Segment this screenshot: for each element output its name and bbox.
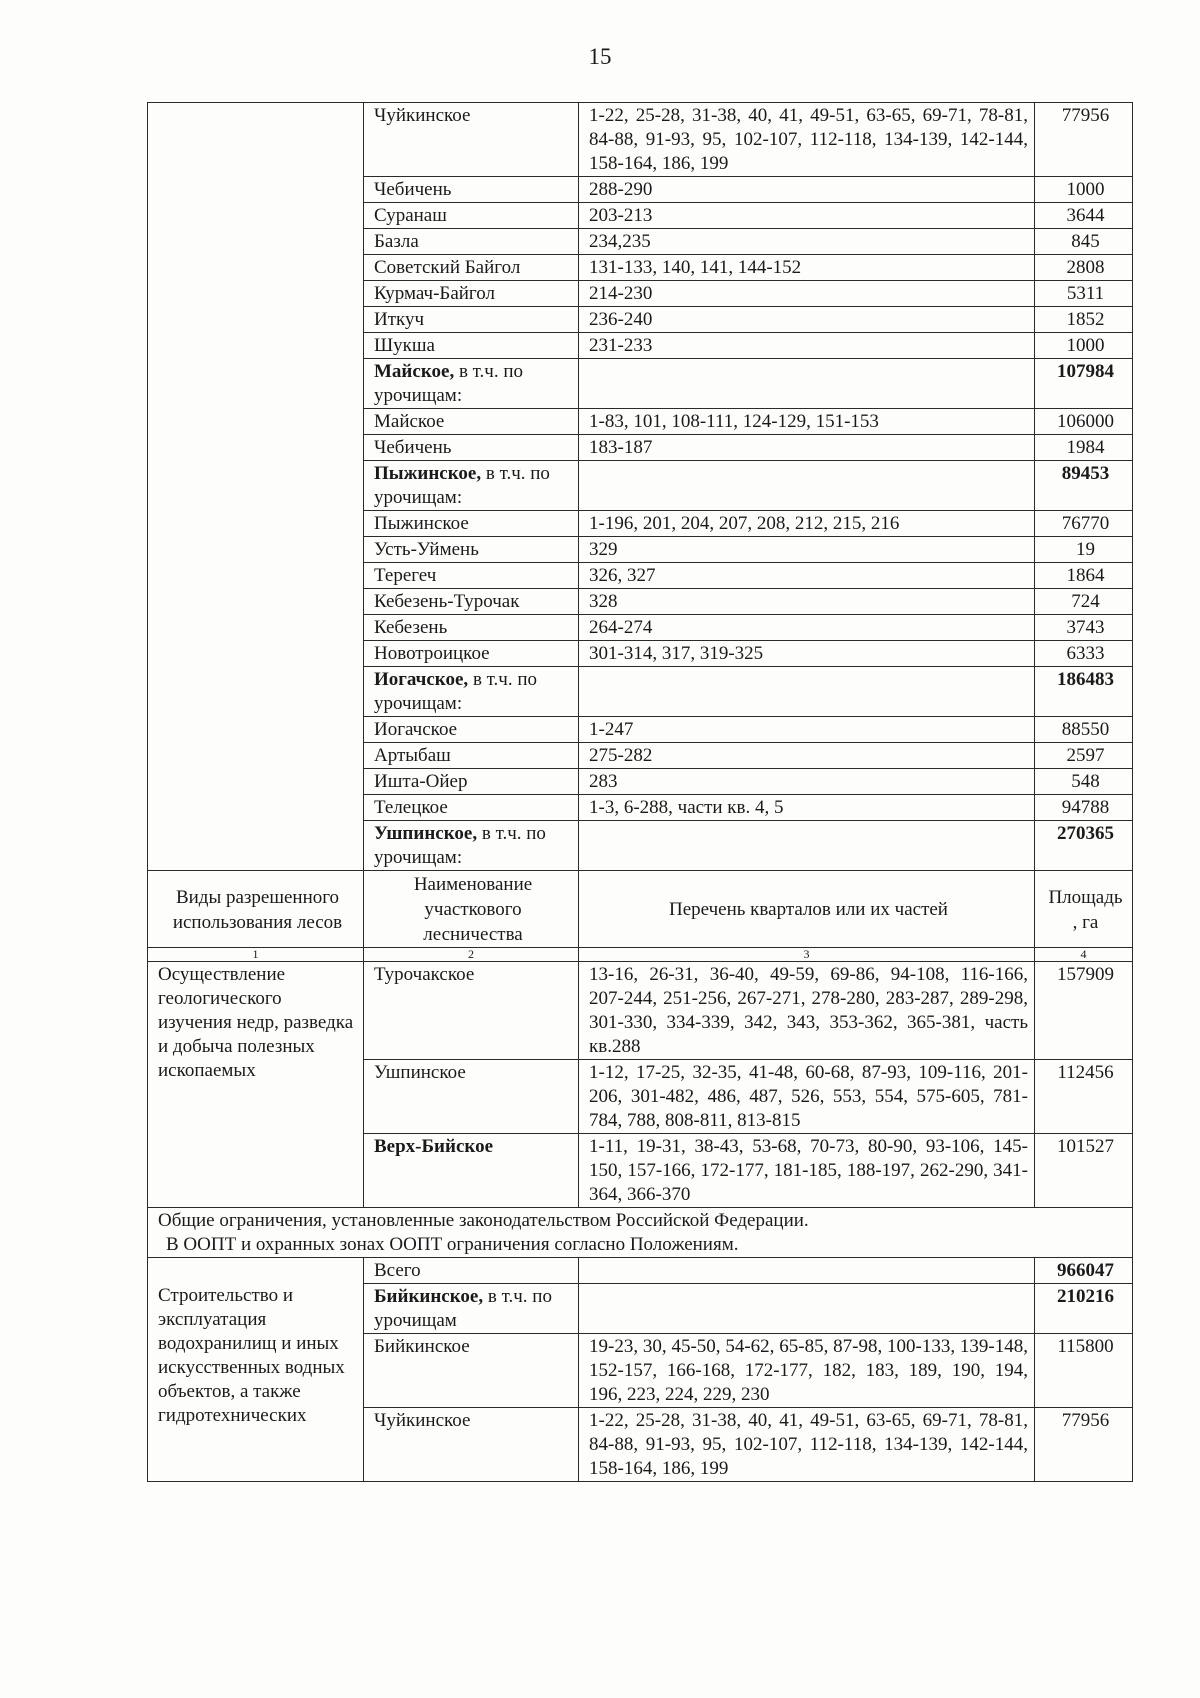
forestry-name-bold: Пыжинское, (374, 463, 482, 484)
forestry-name: Бийкинское (364, 1334, 579, 1408)
forestry-name: Чуйкинское (364, 103, 579, 177)
column-header-row (148, 871, 1133, 948)
forestry-name: Базла (364, 229, 579, 255)
quarter-list: 288-290 (579, 177, 1035, 203)
quarter-list: 234,235 (579, 229, 1035, 255)
area-value: 76770 (1035, 511, 1133, 537)
forestry-name-rest: в т.ч. по урочищам: (374, 463, 550, 508)
area-value: 77956 (1035, 1408, 1133, 1482)
forestry-name: Чебичень (364, 435, 579, 461)
header-area: Площадь , га (1035, 871, 1133, 948)
use-type-construction: Строительство и эксплуатация водохранилищ и иных искусственных водных объектов, а также гидротехнических (148, 1258, 364, 1482)
column-number: 2 (364, 948, 579, 962)
area-value: 5311 (1035, 281, 1133, 307)
area-value: 724 (1035, 589, 1133, 615)
use-type-geology: Осуществление геологического изучения недр, разведка и добыча полезных ископаемых (148, 962, 364, 1208)
area-value: 1000 (1035, 333, 1133, 359)
forestry-name (364, 1284, 579, 1334)
quarter-list (579, 821, 1035, 871)
quarter-list: 1-196, 201, 204, 207, 208, 212, 215, 216 (579, 511, 1035, 537)
area-value: 77956 (1035, 103, 1133, 177)
geology-section (148, 962, 1133, 1258)
forestry-name: Майское (364, 409, 579, 435)
table-row (148, 1258, 1133, 1284)
area-value: 101527 (1035, 1134, 1133, 1208)
forestry-name: Курмач-Байгол (364, 281, 579, 307)
quarter-list (579, 1258, 1035, 1284)
forestry-name: Суранаш (364, 203, 579, 229)
total-label: Всего (364, 1258, 579, 1284)
quarter-list: 183-187 (579, 435, 1035, 461)
forestry-name: Ушпинское (364, 1060, 579, 1134)
total-area: 966047 (1035, 1258, 1133, 1284)
quarter-list: 1-247 (579, 717, 1035, 743)
forestry-name: Иткуч (364, 307, 579, 333)
forest-use-table (147, 102, 1133, 1482)
area-value: 1984 (1035, 435, 1133, 461)
quarter-list: 283 (579, 769, 1035, 795)
quarter-list (579, 461, 1035, 511)
forestry-name: Чуйкинское (364, 1408, 579, 1482)
area-value: 107984 (1035, 359, 1133, 409)
restrictions-note-row (148, 1208, 1133, 1258)
forestry-name-rest: в т.ч. по урочищам (374, 1286, 552, 1331)
forestry-name-rest: в т.ч. по урочищам: (374, 823, 546, 868)
header-forestry: Наименование участкового лесничества (364, 871, 579, 948)
forestry-name: Усть-Уймень (364, 537, 579, 563)
column-number: 3 (579, 948, 1035, 962)
area-value: 6333 (1035, 641, 1133, 667)
quarter-list: 203-213 (579, 203, 1035, 229)
quarter-list: 13-16, 26-31, 36-40, 49-59, 69-86, 94-108, 116-166, 207-244, 251-256, 267-271, 278-280, 283-287, 289-298, 301-330, 334-339, 342, 343, 353-362, 365-381, часть кв.288 (579, 962, 1035, 1060)
quarter-list: 19-23, 30, 45-50, 54-62, 65-85, 87-98, 100-133, 139-148, 152-157, 166-168, 172-177, 182, 183, 189, 190, 194, 196, 223, 224, 229, 230 (579, 1334, 1035, 1408)
forestry-name: Артыбаш (364, 743, 579, 769)
forestry-name: Пыжинское (364, 511, 579, 537)
forestry-name-bold: Бийкинское, (374, 1286, 484, 1307)
quarter-list: 231-233 (579, 333, 1035, 359)
quarter-list: 301-314, 317, 319-325 (579, 641, 1035, 667)
area-value: 186483 (1035, 667, 1133, 717)
forestry-name: Новотроицкое (364, 641, 579, 667)
area-value: 112456 (1035, 1060, 1133, 1134)
table-body-top (148, 103, 1133, 871)
forestry-name (364, 667, 579, 717)
forestry-name: Советский Байгол (364, 255, 579, 281)
forestry-name (364, 359, 579, 409)
quarter-list (579, 359, 1035, 409)
area-value: 88550 (1035, 717, 1133, 743)
area-value: 1852 (1035, 307, 1133, 333)
area-value: 845 (1035, 229, 1133, 255)
quarter-list: 264-274 (579, 615, 1035, 641)
header-use: Виды разрешенного использования лесов (148, 871, 364, 948)
forestry-name-bold: Майское, (374, 361, 455, 382)
restrictions-note (148, 1208, 1133, 1258)
quarter-list: 1-22, 25-28, 31-38, 40, 41, 49-51, 63-65, 69-71, 78-81, 84-88, 91-93, 95, 102-107, 112-118, 134-139, 142-144, 158-164, 186, 199 (579, 1408, 1035, 1482)
forestry-name-bold: Иогачское, (374, 669, 469, 690)
page-number: 15 (588, 44, 612, 69)
area-value: 2597 (1035, 743, 1133, 769)
area-value: 3644 (1035, 203, 1133, 229)
quarter-list: 275-282 (579, 743, 1035, 769)
quarter-list (579, 1284, 1035, 1334)
forestry-name (364, 461, 579, 511)
forestry-name: Турочакское (364, 962, 579, 1060)
area-value: 89453 (1035, 461, 1133, 511)
forestry-name: Кебезень-Турочак (364, 589, 579, 615)
table-row (148, 962, 1133, 1060)
forestry-name-rest: в т.ч. по урочищам: (374, 669, 538, 714)
quarter-list: 214-230 (579, 281, 1035, 307)
quarter-list: 1-11, 19-31, 38-43, 53-68, 70-73, 80-90, 93-106, 145-150, 157-166, 172-177, 181-185, 188-197, 262-290, 341-364, 366-370 (579, 1134, 1035, 1208)
column-number: 1 (148, 948, 364, 962)
area-value: 270365 (1035, 821, 1133, 871)
area-value: 2808 (1035, 255, 1133, 281)
column-number-row (148, 948, 1133, 962)
note-line-1: Общие ограничения, установленные законодательством Российской Федерации. (158, 1210, 809, 1231)
forestry-name-rest: в т.ч. по урочищам: (374, 361, 524, 406)
forestry-name: Кебезень (364, 615, 579, 641)
quarter-list: 329 (579, 537, 1035, 563)
area-value: 548 (1035, 769, 1133, 795)
table-row (148, 103, 1133, 177)
area-value: 19 (1035, 537, 1133, 563)
forestry-name: Верх-Бийское (364, 1134, 579, 1208)
area-value: 157909 (1035, 962, 1133, 1060)
table-header (148, 871, 1133, 962)
column-number: 4 (1035, 948, 1133, 962)
forestry-name: Иогачское (364, 717, 579, 743)
area-value: 94788 (1035, 795, 1133, 821)
note-line-2: В ООПТ и охранных зонах ООПТ ограничения согласно Положениям. (166, 1234, 739, 1255)
quarter-list: 236-240 (579, 307, 1035, 333)
area-value: 210216 (1035, 1284, 1133, 1334)
area-value: 1864 (1035, 563, 1133, 589)
quarter-list: 326, 327 (579, 563, 1035, 589)
area-value: 106000 (1035, 409, 1133, 435)
forestry-name: Телецкое (364, 795, 579, 821)
forestry-name: Чебичень (364, 177, 579, 203)
quarter-list: 1-3, 6-288, части кв. 4, 5 (579, 795, 1035, 821)
quarter-list: 328 (579, 589, 1035, 615)
quarter-list: 1-22, 25-28, 31-38, 40, 41, 49-51, 63-65, 69-71, 78-81, 84-88, 91-93, 95, 102-107, 112-118, 134-139, 142-144, 158-164, 186, 199 (579, 103, 1035, 177)
area-value: 115800 (1035, 1334, 1133, 1408)
forestry-name: Шукша (364, 333, 579, 359)
quarter-list (579, 667, 1035, 717)
construction-section (148, 1258, 1133, 1482)
forestry-name (364, 821, 579, 871)
area-value: 3743 (1035, 615, 1133, 641)
quarter-list: 1-12, 17-25, 32-35, 41-48, 60-68, 87-93, 109-116, 201-206, 301-482, 486, 487, 526, 553, 554, 575-605, 781-784, 788, 808-811, 813-815 (579, 1060, 1035, 1134)
forestry-name-bold: Ушпинское, (374, 823, 478, 844)
header-quarters: Перечень кварталов или их частей (579, 871, 1035, 948)
quarter-list: 131-133, 140, 141, 144-152 (579, 255, 1035, 281)
area-value: 1000 (1035, 177, 1133, 203)
use-type-cell (148, 103, 364, 871)
forestry-name: Ишта-Ойер (364, 769, 579, 795)
quarter-list: 1-83, 101, 108-111, 124-129, 151-153 (579, 409, 1035, 435)
forestry-name: Терегеч (364, 563, 579, 589)
